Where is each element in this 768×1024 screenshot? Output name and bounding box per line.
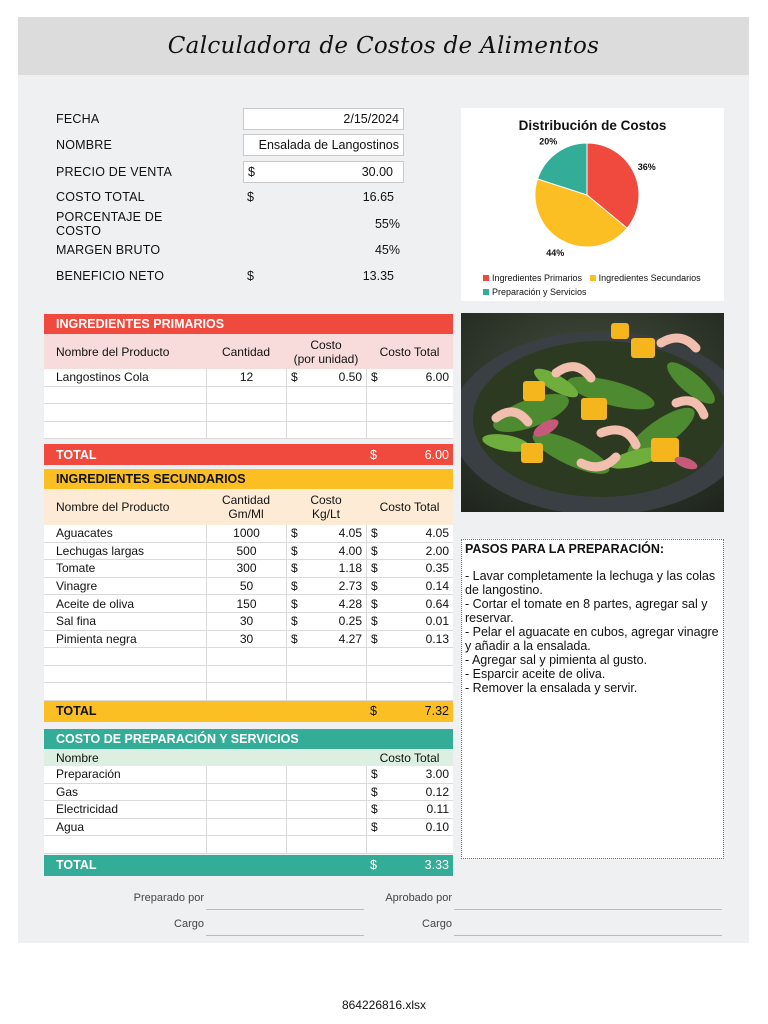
unit-cost-cell[interactable] xyxy=(286,784,366,801)
currency-symbol: $ xyxy=(371,561,378,576)
total-cost-value: 0.01 xyxy=(425,614,449,629)
total-cost-cell[interactable] xyxy=(366,387,453,404)
total-cost-value: 6.00 xyxy=(425,370,449,385)
currency-symbol: $ xyxy=(371,370,378,385)
unit-cost-cell[interactable] xyxy=(286,666,366,683)
margen-row xyxy=(56,239,400,261)
cargo-line-2[interactable] xyxy=(454,935,722,936)
beneficio-cell xyxy=(243,265,404,287)
quantity-cell[interactable] xyxy=(206,404,286,421)
quantity-cell[interactable]: 500 xyxy=(206,543,286,560)
secundarios-total-currency: $ xyxy=(370,704,377,719)
total-cost-cell[interactable] xyxy=(366,369,453,386)
servicios-row xyxy=(44,766,453,784)
pie-chart-svg xyxy=(461,108,724,268)
currency-symbol: $ xyxy=(371,614,378,629)
spreadsheet-page xyxy=(18,17,749,943)
secundarios-header: INGREDIENTES SECUNDARIOS xyxy=(44,469,453,489)
col-costo-line2: Kg/Lt xyxy=(311,507,341,521)
legend-swatch-servicios xyxy=(483,289,489,295)
pie-label-1: 44% xyxy=(546,247,565,258)
margen-value: 45% xyxy=(374,243,400,257)
quantity-cell[interactable]: 50 xyxy=(206,578,286,595)
quantity-cell[interactable] xyxy=(206,648,286,665)
currency-symbol: $ xyxy=(371,543,378,558)
servicios-total-label: TOTAL xyxy=(56,858,97,873)
porcentaje-row xyxy=(56,210,400,238)
secundarios-row xyxy=(44,648,453,666)
salad-illustration xyxy=(461,313,724,512)
total-cost-cell[interactable] xyxy=(366,648,453,665)
cost-distribution-chart xyxy=(461,108,724,301)
unit-cost-cell[interactable] xyxy=(286,836,366,853)
servicios-total-value: 3.33 xyxy=(424,858,449,873)
fecha-value: 2/15/2024 xyxy=(343,112,399,126)
legend-label-servicios: Preparación y Servicios xyxy=(492,287,587,297)
legend-swatch-primarios xyxy=(483,275,489,281)
pie-label-0: 36% xyxy=(637,161,656,172)
secundarios-total-cell xyxy=(366,704,453,718)
col-costo-line2: (por unidad) xyxy=(293,351,359,366)
product-name-cell[interactable]: Gas xyxy=(56,784,79,799)
unit-cost-value: 4.05 xyxy=(338,526,362,541)
costo-currency: $ xyxy=(247,190,254,204)
currency-symbol: $ xyxy=(291,614,298,629)
currency-symbol: $ xyxy=(371,526,378,541)
secundarios-total-value: 7.32 xyxy=(424,704,449,719)
primarios-total-row xyxy=(44,444,453,465)
total-cost-cell[interactable] xyxy=(366,543,453,560)
currency-symbol: $ xyxy=(291,526,298,541)
servicios-section xyxy=(44,729,453,876)
unit-cost-cell[interactable] xyxy=(286,648,366,665)
total-cost-cell[interactable] xyxy=(366,784,453,801)
unit-cost-cell[interactable] xyxy=(286,766,366,783)
total-cost-cell[interactable] xyxy=(366,766,453,783)
beneficio-currency: $ xyxy=(247,269,254,283)
preparation-steps-box[interactable] xyxy=(461,539,724,859)
col-costo-line1: Costo xyxy=(310,337,342,352)
total-cost-cell[interactable] xyxy=(366,683,453,700)
unit-cost-value: 4.28 xyxy=(338,596,362,611)
col-costo xyxy=(286,489,366,525)
unit-cost-cell[interactable] xyxy=(286,369,366,386)
primarios-total-cell xyxy=(366,448,453,462)
quantity-cell[interactable] xyxy=(206,683,286,700)
unit-cost-cell[interactable] xyxy=(286,543,366,560)
total-cost-cell[interactable] xyxy=(366,560,453,577)
secundarios-rows xyxy=(44,525,453,701)
currency-symbol: $ xyxy=(291,579,298,594)
nombre-value: Ensalada de Langostinos xyxy=(258,138,399,152)
col-empty-2 xyxy=(286,749,366,766)
step-5: - Esparcir aceite de oliva. xyxy=(465,667,606,681)
secundarios-row xyxy=(44,525,453,543)
unit-cost-cell[interactable] xyxy=(286,560,366,577)
step-4: - Agregar sal y pimienta al gusto. xyxy=(465,653,648,667)
currency-symbol: $ xyxy=(371,784,378,799)
servicios-total-row xyxy=(44,855,453,876)
unit-cost-cell[interactable] xyxy=(286,613,366,630)
total-cost-value: 0.35 xyxy=(425,561,449,576)
primarios-total-currency: $ xyxy=(370,447,377,462)
currency-symbol: $ xyxy=(291,561,298,576)
col-empty-1 xyxy=(206,749,286,766)
col-cantidad xyxy=(206,489,286,525)
servicios-row xyxy=(44,836,453,854)
col-cantidad-line1: Cantidad xyxy=(221,493,271,507)
quantity-cell[interactable] xyxy=(206,387,286,404)
total-cost-cell[interactable] xyxy=(366,836,453,853)
fecha-label: FECHA xyxy=(56,112,100,126)
preparado-por-line[interactable] xyxy=(206,909,364,910)
unit-cost-cell[interactable] xyxy=(286,404,366,421)
chart-legend xyxy=(483,271,723,299)
precio-label: PRECIO DE VENTA xyxy=(56,165,172,179)
secundarios-row xyxy=(44,543,453,561)
product-name-cell[interactable]: Sal fina xyxy=(56,614,97,629)
total-cost-cell[interactable] xyxy=(366,631,453,648)
product-name-cell[interactable]: Electricidad xyxy=(56,802,119,817)
total-cost-value: 4.05 xyxy=(425,526,449,541)
servicios-total-cell xyxy=(366,858,453,872)
total-cost-cell[interactable] xyxy=(366,578,453,595)
col-nombre: Nombre xyxy=(56,750,99,765)
unit-cost-cell[interactable] xyxy=(286,801,366,818)
total-cost-cell[interactable] xyxy=(366,819,453,836)
quantity-cell[interactable] xyxy=(206,836,286,853)
product-name-cell[interactable]: Langostinos Cola xyxy=(56,370,149,385)
quantity-cell[interactable] xyxy=(206,666,286,683)
col-costo-total: Costo Total xyxy=(379,750,440,765)
quantity-cell[interactable] xyxy=(206,422,286,439)
step-1: - Lavar completamente la lechuga y las colas de langostino. xyxy=(465,569,716,597)
servicios-row xyxy=(44,784,453,802)
total-cost-value: 3.00 xyxy=(425,767,449,782)
unit-cost-cell[interactable] xyxy=(286,525,366,542)
primarios-row xyxy=(44,422,453,440)
total-cost-value: 0.14 xyxy=(425,579,449,594)
legend-label-secundarios: Ingredientes Secundarios xyxy=(598,273,701,283)
legend-item-primarios xyxy=(483,271,582,285)
currency-symbol: $ xyxy=(291,596,298,611)
cargo-label-1: Cargo xyxy=(174,918,204,930)
total-cost-cell[interactable] xyxy=(366,422,453,439)
secundarios-row xyxy=(44,613,453,631)
unit-cost-value: 4.00 xyxy=(338,543,362,558)
secundarios-row xyxy=(44,631,453,649)
secundarios-row xyxy=(44,560,453,578)
col-cantidad: Cantidad xyxy=(221,344,271,359)
product-name-cell[interactable]: Aceite de oliva xyxy=(56,596,135,611)
total-cost-cell[interactable] xyxy=(366,525,453,542)
legend-swatch-secundarios xyxy=(590,275,596,281)
product-name-cell[interactable]: Lechugas largas xyxy=(56,543,145,558)
total-cost-value: 0.12 xyxy=(425,784,449,799)
unit-cost-cell[interactable] xyxy=(286,578,366,595)
servicios-total-currency: $ xyxy=(370,858,377,873)
secundarios-total-label: TOTAL xyxy=(56,704,97,719)
primarios-row xyxy=(44,369,453,387)
step-2: - Cortar el tomate en 8 partes, agregar sal y reservar. xyxy=(465,597,708,625)
precio-currency: $ xyxy=(248,165,255,179)
secundarios-row xyxy=(44,595,453,613)
col-costo-line1: Costo xyxy=(310,493,342,507)
margen-cell xyxy=(243,239,404,261)
primarios-rows xyxy=(44,369,453,439)
precio-field[interactable] xyxy=(243,161,404,183)
page-title: Calculadora de Costos de Alimentos xyxy=(167,33,600,59)
beneficio-label: BENEFICIO NETO xyxy=(56,269,165,283)
primarios-total-value: 6.00 xyxy=(424,447,449,462)
secundarios-row xyxy=(44,683,453,701)
currency-symbol: $ xyxy=(291,370,298,385)
total-cost-cell[interactable] xyxy=(366,613,453,630)
primarios-section xyxy=(44,314,453,465)
servicios-column-headers xyxy=(44,749,453,766)
quantity-cell[interactable]: 1000 xyxy=(206,525,286,542)
currency-symbol: $ xyxy=(371,579,378,594)
servicios-rows xyxy=(44,766,453,854)
total-cost-cell[interactable] xyxy=(366,801,453,818)
col-nombre-producto: Nombre del Producto xyxy=(56,344,170,359)
total-cost-value: 0.10 xyxy=(425,820,449,835)
nombre-row xyxy=(56,134,399,156)
primarios-row xyxy=(44,404,453,422)
preparation-title: PASOS PARA LA PREPARACIÓN: xyxy=(465,542,665,556)
servicios-row xyxy=(44,819,453,837)
porcentaje-value: 55% xyxy=(374,217,400,231)
quantity-cell[interactable]: 150 xyxy=(206,595,286,612)
aprobado-por-line[interactable] xyxy=(454,909,722,910)
unit-cost-value: 2.73 xyxy=(338,579,362,594)
precio-row xyxy=(56,161,393,183)
quantity-cell[interactable]: 30 xyxy=(206,613,286,630)
total-cost-value: 0.11 xyxy=(426,802,449,817)
currency-symbol: $ xyxy=(371,631,378,646)
primarios-column-headers xyxy=(44,334,453,369)
step-6: - Remover la ensalada y servir. xyxy=(465,681,638,695)
nombre-field[interactable] xyxy=(243,134,404,156)
primarios-total-label: TOTAL xyxy=(56,447,97,462)
total-cost-cell[interactable] xyxy=(366,595,453,612)
total-cost-value: 2.00 xyxy=(425,543,449,558)
col-costo-total: Costo Total xyxy=(379,500,440,514)
col-costo-total: Costo Total xyxy=(379,344,440,359)
secundarios-row xyxy=(44,666,453,684)
quantity-cell[interactable]: 300 xyxy=(206,560,286,577)
quantity-cell[interactable] xyxy=(206,819,286,836)
primarios-header: INGREDIENTES PRIMARIOS xyxy=(44,314,453,334)
total-cost-cell[interactable] xyxy=(366,666,453,683)
secundarios-row xyxy=(44,578,453,596)
beneficio-value: 13.35 xyxy=(362,269,394,283)
cargo-line-1[interactable] xyxy=(206,935,364,936)
file-name-footer: 864226816.xlsx xyxy=(341,998,427,1012)
costo-total-row xyxy=(56,186,394,208)
product-name-cell[interactable]: Aguacates xyxy=(56,526,113,541)
pie-label-2: 20% xyxy=(539,136,558,147)
quantity-cell[interactable]: 30 xyxy=(206,631,286,648)
step-3: - Pelar el aguacate en cubos, agregar vinagre y añadir a la ensalada. xyxy=(465,625,719,653)
costo-total-value: 16.65 xyxy=(362,190,394,204)
aprobado-por-label: Aprobado por xyxy=(385,892,452,904)
salad-photo xyxy=(461,313,724,512)
unit-cost-cell[interactable] xyxy=(286,631,366,648)
total-cost-value: 0.64 xyxy=(425,596,449,611)
col-nombre-producto: Nombre del Producto xyxy=(56,500,170,514)
product-name-cell[interactable]: Vinagre xyxy=(56,579,98,594)
nombre-label: NOMBRE xyxy=(56,138,113,152)
product-name-cell[interactable]: Agua xyxy=(56,820,85,835)
servicios-row xyxy=(44,801,453,819)
costo-total-cell xyxy=(243,186,404,208)
quantity-cell[interactable]: 12 xyxy=(206,369,286,386)
preparado-por-label: Preparado por xyxy=(133,892,204,904)
quantity-cell[interactable] xyxy=(206,801,286,818)
precio-value: 30.00 xyxy=(361,165,393,179)
unit-cost-cell[interactable] xyxy=(286,422,366,439)
secundarios-column-headers xyxy=(44,489,453,525)
beneficio-row xyxy=(56,265,394,287)
unit-cost-cell[interactable] xyxy=(286,819,366,836)
margen-label: MARGEN BRUTO xyxy=(56,243,161,257)
secundarios-section xyxy=(44,469,453,722)
fecha-field[interactable] xyxy=(243,108,404,130)
legend-item-secundarios xyxy=(590,271,701,285)
unit-cost-value: 0.25 xyxy=(338,614,362,629)
cargo-label-2: Cargo xyxy=(422,918,452,930)
currency-symbol: $ xyxy=(291,543,298,558)
currency-symbol: $ xyxy=(371,767,378,782)
unit-cost-value: 4.27 xyxy=(338,631,362,646)
product-name-cell[interactable]: Tomate xyxy=(56,561,96,576)
unit-cost-value: 1.18 xyxy=(338,561,362,576)
total-cost-value: 0.13 xyxy=(425,631,449,646)
title-bar xyxy=(18,17,749,75)
quantity-cell[interactable] xyxy=(206,784,286,801)
costo-total-label: COSTO TOTAL xyxy=(56,190,145,204)
porcentaje-label: PORCENTAJE DE COSTO xyxy=(56,210,163,238)
fecha-row xyxy=(56,108,399,130)
col-costo-unidad xyxy=(286,334,366,369)
currency-symbol: $ xyxy=(291,631,298,646)
servicios-header: COSTO DE PREPARACIÓN Y SERVICIOS xyxy=(44,729,453,749)
currency-symbol: $ xyxy=(371,820,378,835)
currency-symbol: $ xyxy=(371,596,378,611)
total-cost-cell[interactable] xyxy=(366,404,453,421)
chart-title: Distribución de Costos xyxy=(518,118,667,133)
product-name-cell[interactable]: Preparación xyxy=(56,767,121,782)
product-name-cell[interactable]: Pimienta negra xyxy=(56,631,137,646)
legend-item-servicios xyxy=(483,285,587,299)
legend-label-primarios: Ingredientes Primarios xyxy=(492,273,583,283)
unit-cost-value: 0.50 xyxy=(338,370,362,385)
unit-cost-cell[interactable] xyxy=(286,683,366,700)
quantity-cell[interactable] xyxy=(206,766,286,783)
unit-cost-cell[interactable] xyxy=(286,595,366,612)
secundarios-total-row xyxy=(44,701,453,722)
col-cantidad-line2: Gm/Ml xyxy=(228,507,264,521)
currency-symbol: $ xyxy=(371,802,378,817)
primarios-row xyxy=(44,387,453,405)
unit-cost-cell[interactable] xyxy=(286,387,366,404)
porcentaje-cell xyxy=(243,213,404,235)
